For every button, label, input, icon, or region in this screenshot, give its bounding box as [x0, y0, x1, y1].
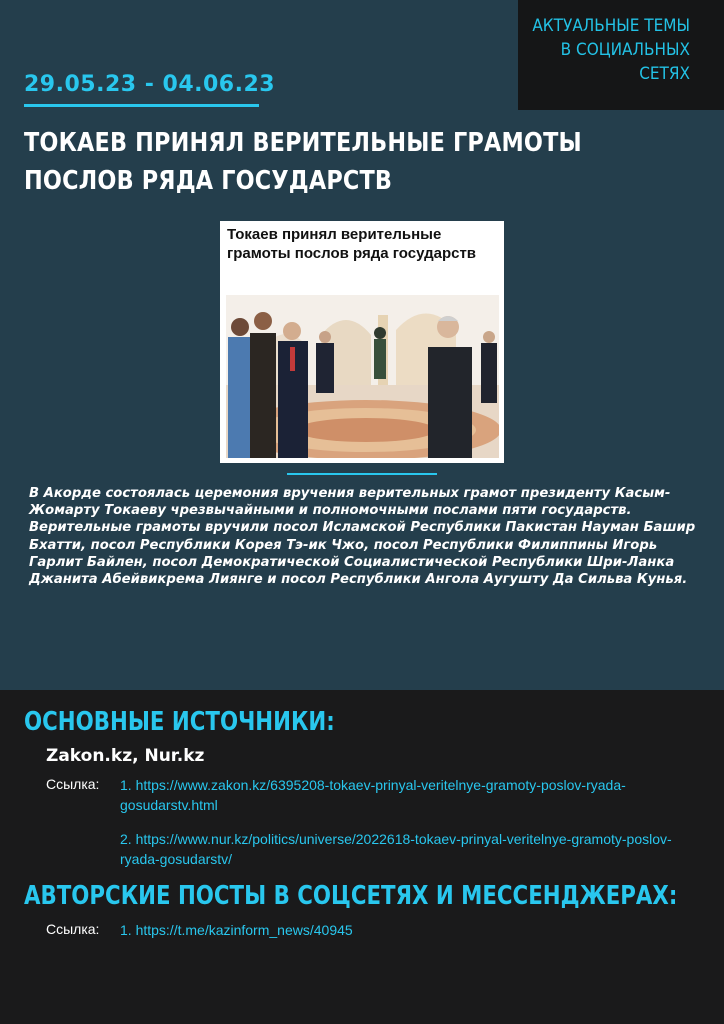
author-post-link-1[interactable]: 1. https://t.me/kazinform_news/40945	[120, 922, 353, 938]
badge-line-1: АКТУАЛЬНЫЕ ТЕМЫ	[532, 16, 690, 36]
article-paragraph-1: В Акорде состоялась церемония вручения верительных грамот президенту Касым-Жомарту Токаеву чрезвычайными и полномочными послами пяти государств.	[29, 486, 671, 519]
badge-line-3: СЕТЯХ	[639, 64, 690, 84]
headline: ТОКАЕВ ПРИНЯЛ ВЕРИТЕЛЬНЫЕ ГРАМОТЫ ПОСЛОВ РЯДА ГОСУДАРСТВ	[24, 128, 582, 196]
sources-link-list	[120, 775, 700, 883]
sources-title: ОСНОВНЫЕ ИСТОЧНИКИ:	[24, 707, 335, 737]
badge-line-2: В СОЦИАЛЬНЫХ	[560, 40, 690, 60]
source-link-1[interactable]: 1. https://www.zakon.kz/6395208-tokaev-prinyal-veritelnye-gramoty-poslov-ryada-gosudarstv.html	[120, 777, 626, 813]
date-underline	[24, 104, 259, 107]
author-posts-title: АВТОРСКИЕ ПОСТЫ В СОЦСЕТЯХ И МЕССЕНДЖЕРАХ:	[24, 881, 678, 911]
ceremony-photo	[226, 295, 499, 458]
author-posts-link-label: Ссылка:	[46, 921, 100, 937]
source-link-2[interactable]: 2. https://www.nur.kz/politics/universe/2022618-tokaev-prinyal-veritelnye-gramoty-poslov-ryada-gosudarstv/	[120, 831, 672, 867]
sources-link-label: Ссылка:	[46, 776, 100, 792]
article-body	[29, 485, 699, 588]
divider-line	[287, 473, 437, 475]
news-photo-card	[220, 221, 504, 463]
photo-card-title: Токаев принял верительные грамоты послов ряда государств	[227, 226, 477, 262]
sources-names: Zakon.kz, Nur.kz	[46, 746, 205, 766]
author-posts-link-list	[120, 920, 700, 954]
article-paragraph-2: Верительные грамоты вручили посол Исламской Республики Пакистан Науман Башир Бхатти, посол Республики Корея Тэ-ик Чжо, посол Республики Филиппины Игорь Гарлит Байлен, посол Демократической Социалистической Республики Шри-Ланка Джанита Абейвикрема Лиянге и посол Республики Ангола Аугушту Да Сильва Кунья.	[29, 520, 696, 588]
date-range: 29.05.23 - 04.06.23	[24, 72, 276, 97]
topics-badge	[518, 0, 724, 110]
